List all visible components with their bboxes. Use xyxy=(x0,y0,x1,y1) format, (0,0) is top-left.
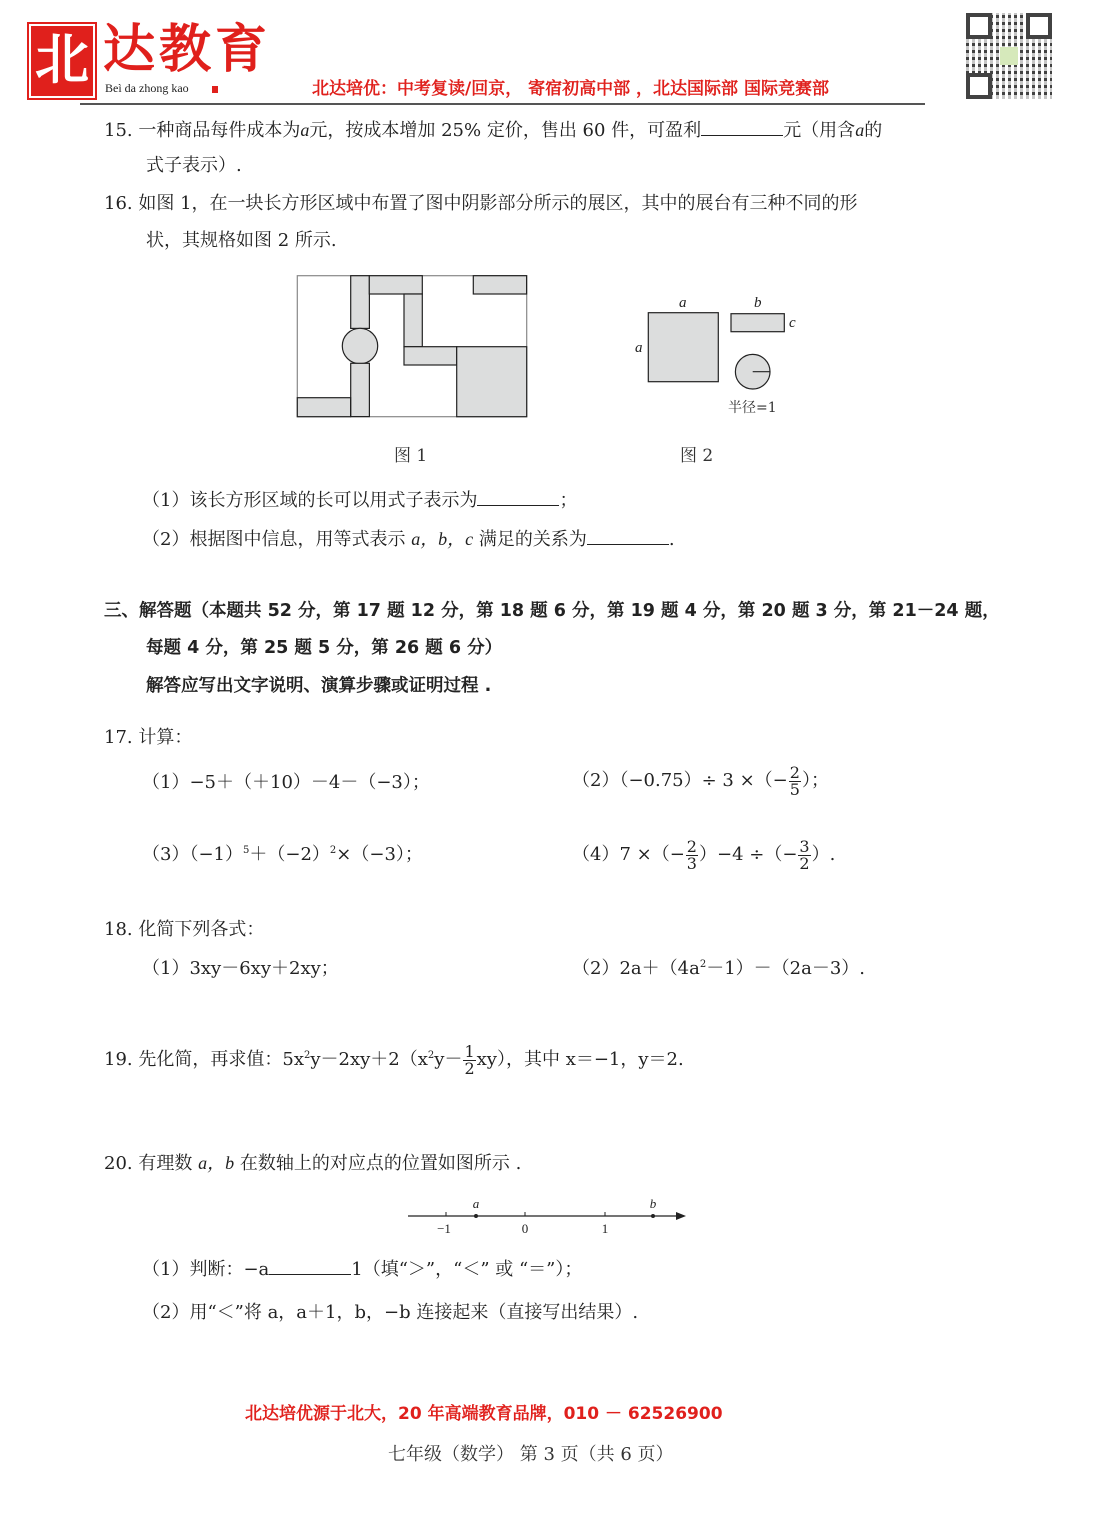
point-label: a xyxy=(472,1196,480,1211)
q17-part1: （1）−5＋（＋10）－4－（−3）； xyxy=(142,772,430,793)
answer-blank[interactable] xyxy=(477,489,559,506)
q18-part1: （1）3xy－6xy＋2xy； xyxy=(142,958,339,979)
label-a: a xyxy=(635,340,643,356)
q17-part2: （2）（−0.75）÷ 3 ×（− $\frac{2}{5}$ ）； xyxy=(572,762,829,799)
section-3-heading: 三、解答题（本题共 52 分，第 17 题 12 分，第 18 题 6 分，第 19 题 4 分，第 20 题 3 分，第 21－24 题， xyxy=(104,601,1000,621)
q18-part2: $(2)2a+(4a^2-1)-(2a-3)$. xyxy=(572,958,866,979)
fig1-bar xyxy=(351,276,370,329)
number-line xyxy=(400,1192,700,1237)
fig1-bar xyxy=(369,276,422,294)
fig1-square xyxy=(457,347,527,417)
footer-ad: 北达培优源于北大，20 年高端教育品牌，010 － 62526900 xyxy=(245,1404,723,1424)
point-a xyxy=(474,1214,478,1218)
page-info: 七年级（数学） 第 3 页（共 6 页） xyxy=(388,1444,674,1465)
tick-label: 1 xyxy=(601,1221,609,1236)
section-3-instructions: 解答应写出文字说明、演算步骤或证明过程 . xyxy=(146,676,492,696)
label-c: c xyxy=(789,315,796,331)
section-3-heading-cont: 每题 4 分，第 25 题 5 分，第 26 题 6 分） xyxy=(146,638,503,658)
q17-part4: （4）7 ×（− $\frac{2}{3}$ ）−4 ÷（− $\frac{3}{2}$ ）. xyxy=(572,836,836,873)
figure-1-and-2 xyxy=(290,265,810,465)
q20-part1: （1）判断：−a 1（填“＞”，“＜” 或 “＝”）； xyxy=(142,1259,583,1280)
tick-label: −1 xyxy=(437,1221,451,1236)
question-18: 18. 化简下列各式： xyxy=(104,919,265,940)
question-15-cont: 式子表示）. xyxy=(146,155,242,176)
answer-blank[interactable] xyxy=(587,528,669,545)
question-15: 15. 一种商品每件成本为a元，按成本增加 25% 定价，售出 60 件，可盈利 元（用含a的 xyxy=(104,120,883,141)
fig1-bar xyxy=(297,398,350,417)
radius-label: 半径=1 xyxy=(728,400,777,416)
arrow-icon xyxy=(676,1212,686,1220)
header-rule xyxy=(80,103,925,105)
logo-char: 北 xyxy=(35,27,89,91)
logo-text: 达教育 xyxy=(103,19,272,80)
question-20: 20. 有理数 a，b 在数轴上的对应点的位置如图所示 . xyxy=(104,1153,522,1174)
fig2-rect xyxy=(731,314,784,332)
fig1-circle xyxy=(342,328,377,363)
question-19: 19. 先化简，再求值：$5x^2y-2xy+2(x^2y-$ $\frac{1}{2}$ xy），其中 x＝−1，y＝2. xyxy=(104,1041,684,1078)
fig2-caption: 图 2 xyxy=(680,446,714,465)
tick-label: 0 xyxy=(521,1221,529,1236)
question-17: 17. 计算： xyxy=(104,727,193,748)
qr-code xyxy=(966,13,1052,99)
logo-pinyin: Beì da zhong kao xyxy=(105,81,189,95)
point-label: b xyxy=(649,1196,657,1211)
label-a: a xyxy=(679,295,687,311)
fig1-bar xyxy=(404,294,422,347)
q17-part3: $(3)(-1)^5+(-2)^2\times(-3)$； xyxy=(142,844,423,865)
point-b xyxy=(651,1214,655,1218)
question-16: 16. 如图 1，在一块长方形区域中布置了图中阴影部分所示的展区，其中的展台有三种不同的形 xyxy=(104,193,858,214)
fig1-caption: 图 1 xyxy=(394,446,428,465)
answer-blank[interactable] xyxy=(701,119,783,136)
header-slogan: 北达培优：中考复读/回京， 寄宿初高中部 ，北达国际部 国际竞赛部 xyxy=(312,79,829,99)
q16-part2: （2）根据图中信息，用等式表示 a，b，c 满足的关系为 . xyxy=(142,529,675,550)
q16-part1: （1）该长方形区域的长可以用式子表示为 ； xyxy=(142,490,578,511)
fig1-bar xyxy=(351,363,370,416)
label-b: b xyxy=(754,295,762,311)
fig1-bar xyxy=(473,276,526,294)
q20-part2: （2）用“＜”将 a，a＋1，b，−b 连接起来（直接写出结果）. xyxy=(142,1302,639,1323)
answer-blank[interactable] xyxy=(269,1258,351,1275)
logo-square xyxy=(212,86,218,93)
fig2-square xyxy=(648,313,718,382)
fig1-bar xyxy=(404,347,457,365)
question-16-cont: 状，其规格如图 2 所示. xyxy=(146,230,337,251)
logo-box xyxy=(27,22,97,100)
